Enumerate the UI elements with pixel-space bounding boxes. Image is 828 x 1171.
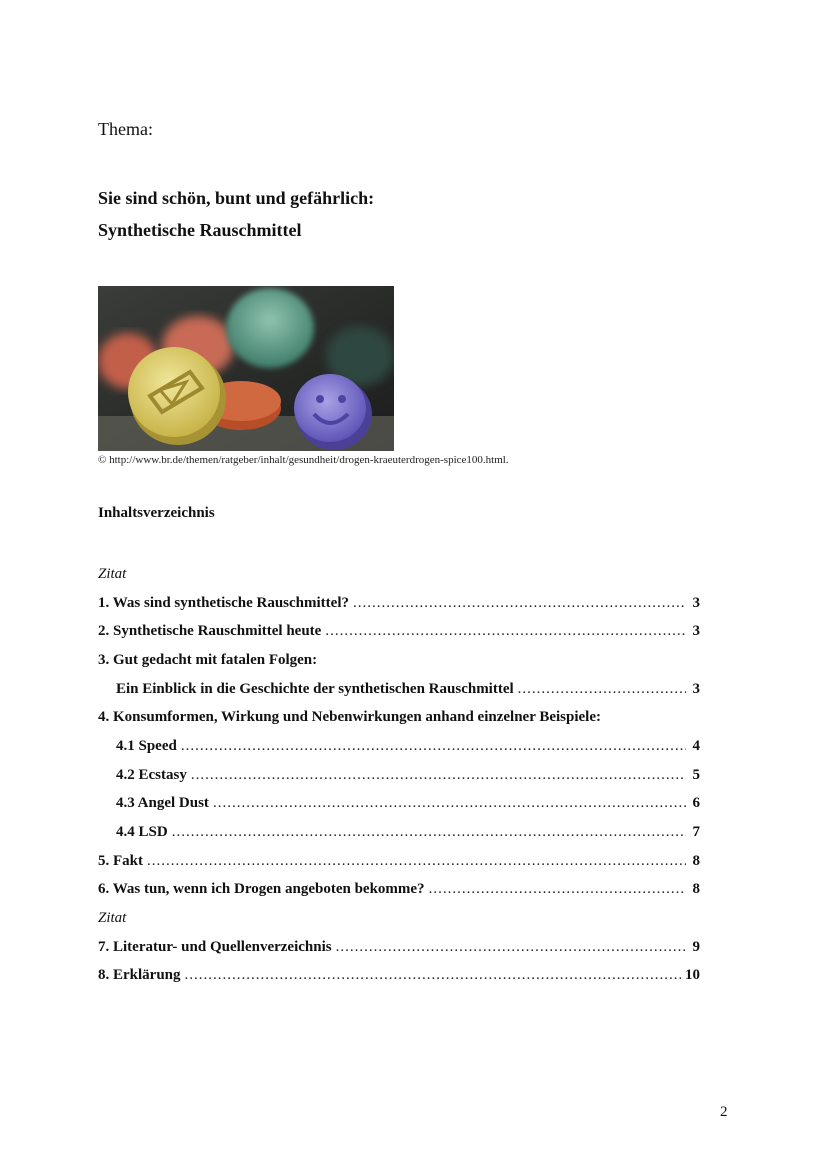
- toc-entry-page: 10: [685, 967, 700, 984]
- toc-entry-title: 4.4 LSD: [116, 824, 168, 841]
- toc-entry-title: Zitat: [98, 565, 127, 582]
- toc-entry-page: 4: [692, 737, 700, 754]
- toc-entry-title: 6. Was tun, wenn ich Drogen angeboten bekomme?: [98, 881, 425, 898]
- toc-dot-leader: [336, 939, 686, 956]
- toc-entry: [98, 761, 700, 790]
- toc-entry-page: 3: [692, 623, 700, 640]
- toc-entry-title: Zitat: [98, 910, 127, 927]
- toc-entry-title: 1. Was sind synthetische Rauschmittel?: [98, 594, 350, 611]
- toc-dot-leader: [172, 824, 686, 841]
- toc-dot-leader: [518, 681, 686, 698]
- toc-entry-title: 3. Gut gedacht mit fatalen Folgen:: [98, 651, 318, 668]
- toc-dot-leader: [181, 738, 686, 755]
- toc-dot-leader: [353, 595, 686, 612]
- toc-entry-page: 3: [692, 680, 700, 697]
- title-line-1: Sie sind schön, bunt und gefährlich:: [98, 188, 375, 208]
- title-line-2: Synthetische Rauschmittel: [98, 220, 302, 240]
- toc-entry-page: 8: [692, 881, 700, 898]
- toc-entry: [98, 962, 700, 991]
- toc-entry: [98, 675, 700, 704]
- toc-entry-title: 2. Synthetische Rauschmittel heute: [98, 623, 322, 640]
- toc-entry: [98, 818, 700, 847]
- toc-entry-title: 7. Literatur- und Quellenverzeichnis: [98, 938, 332, 955]
- toc-entry-title: 8. Erklärung: [98, 967, 181, 984]
- image-caption: © http://www.br.de/themen/ratgeber/inhalt/gesundheit/drogen-kraeuterdrogen-spice100.html.: [98, 454, 509, 466]
- toc-entry-title: 4.2 Ecstasy: [116, 766, 187, 783]
- toc-entry-page: 7: [692, 824, 700, 841]
- toc-entry-page: 5: [692, 766, 700, 783]
- toc-entry-page: 9: [692, 938, 700, 955]
- toc-entry-title: 4. Konsumformen, Wirkung und Nebenwirkungen anhand einzelner Beispiele:: [98, 709, 601, 726]
- toc-entry: [98, 790, 700, 819]
- toc-heading: Inhaltsverzeichnis: [98, 505, 215, 521]
- toc-entry: [98, 876, 700, 905]
- topic-label: Thema:: [98, 119, 153, 139]
- toc-entry: [98, 589, 700, 618]
- toc-dot-leader: [185, 967, 681, 984]
- toc-entry-title: Ein Einblick in die Geschichte der synthetischen Rauschmittel: [116, 680, 514, 697]
- toc-entry-page: 6: [692, 795, 700, 812]
- toc-entry: [98, 904, 700, 933]
- toc-entry: [98, 703, 700, 732]
- toc-entry: [98, 617, 700, 646]
- toc-entry: [98, 732, 700, 761]
- page-number: 2: [720, 1104, 728, 1120]
- toc-dot-leader: [325, 623, 686, 640]
- toc-entry-page: 3: [692, 594, 700, 611]
- toc-entry: [98, 847, 700, 876]
- table-of-contents: [98, 560, 700, 990]
- toc-entry-page: 8: [692, 852, 700, 869]
- toc-entry-title: 4.1 Speed: [116, 737, 177, 754]
- toc-dot-leader: [191, 767, 686, 784]
- toc-entry-title: 5. Fakt: [98, 852, 143, 869]
- toc-entry: [98, 646, 700, 675]
- toc-entry-title: 4.3 Angel Dust: [116, 795, 209, 812]
- toc-entry: [98, 933, 700, 962]
- pills-photo: [98, 286, 394, 451]
- toc-dot-leader: [147, 853, 686, 870]
- toc-dot-leader: [429, 881, 686, 898]
- toc-entry: [98, 560, 700, 589]
- toc-dot-leader: [213, 795, 686, 812]
